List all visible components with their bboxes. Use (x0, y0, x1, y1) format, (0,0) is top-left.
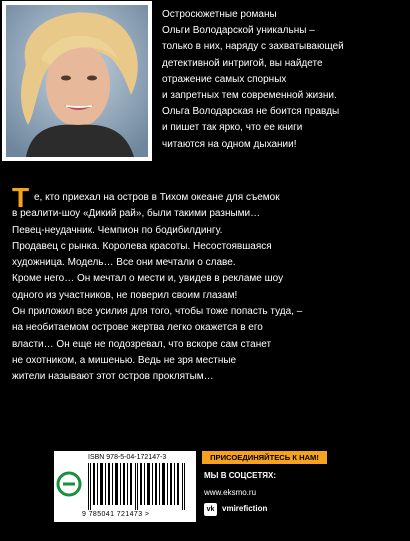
story-line: Певец-неудачник. Чемпион по бодибилдингу. (12, 224, 223, 236)
vk-label: vmirefiction (222, 504, 268, 513)
story-line: художница. Модель… Все они мечтали о славе. (12, 257, 236, 269)
blurb-line: Ольга Володарская не боится правды (162, 106, 340, 118)
story-line: на необитаемом острове жертва легко окажется в его (12, 322, 263, 334)
blurb-line: детективной интригой, вы найдете (162, 57, 323, 69)
story-line: не охотником, а мишенью. Ведь не зря местные (12, 354, 237, 366)
blurb-line: и пишет так ярко, что ее книги (162, 122, 303, 134)
blurb-line: Ольги Володарской уникальны – (162, 25, 315, 37)
story-text (12, 190, 402, 386)
story-first-line: е, кто приехал на остров в Тихом океане для съемок (34, 192, 280, 203)
story-line: Кроме него… Он мечтал о мести и, увидев в рекламе шоу (12, 273, 284, 285)
blurb-line: и запретных тем современной жизни. (162, 90, 337, 102)
story-line: Продавец с рынка. Королева красоты. Несостоявшаяся (12, 240, 272, 252)
story-line: одного из участников, не поверил своим глазам! (12, 289, 238, 301)
barcode-digits: 9 785041 721473 > (82, 511, 150, 518)
barcode-box (54, 451, 196, 522)
blurb-line: только в них, наряду с захватывающей (162, 41, 344, 53)
blurb-line: отражение самых спорных (162, 73, 287, 85)
isbn-text: ISBN 978-5-04-172147-3 (88, 454, 167, 461)
eksmo-logo-icon (56, 461, 82, 507)
story-line: в реалити-шоу «Дикий рай», были такими разными… (12, 208, 261, 220)
social-block (202, 451, 330, 522)
blurb-line: Остросюжетные романы (162, 9, 277, 20)
blurb-line: читаются на одном дыхании! (162, 138, 297, 150)
author-blurb (162, 7, 402, 153)
vk-icon: vk (204, 503, 217, 516)
join-banner: ПРИСОЕДИНЯЙТЕСЬ К НАМ! (202, 451, 327, 464)
story-line: жители называют этот остров проклятым… (12, 371, 214, 383)
story-line: Он приложил все усилия для того, чтобы тоже попасть туда, – (12, 306, 303, 318)
author-photo-frame (2, 1, 152, 161)
author-photo (6, 5, 148, 157)
social-title: МЫ В СОЦСЕТЯХ: (204, 471, 277, 480)
website-link[interactable]: www.eksmo.ru (204, 488, 257, 497)
barcode-image (88, 463, 188, 510)
drop-cap: Т (12, 182, 30, 213)
story-line: власти… Он еще не подозревал, что вскоре сам станет (12, 338, 272, 350)
